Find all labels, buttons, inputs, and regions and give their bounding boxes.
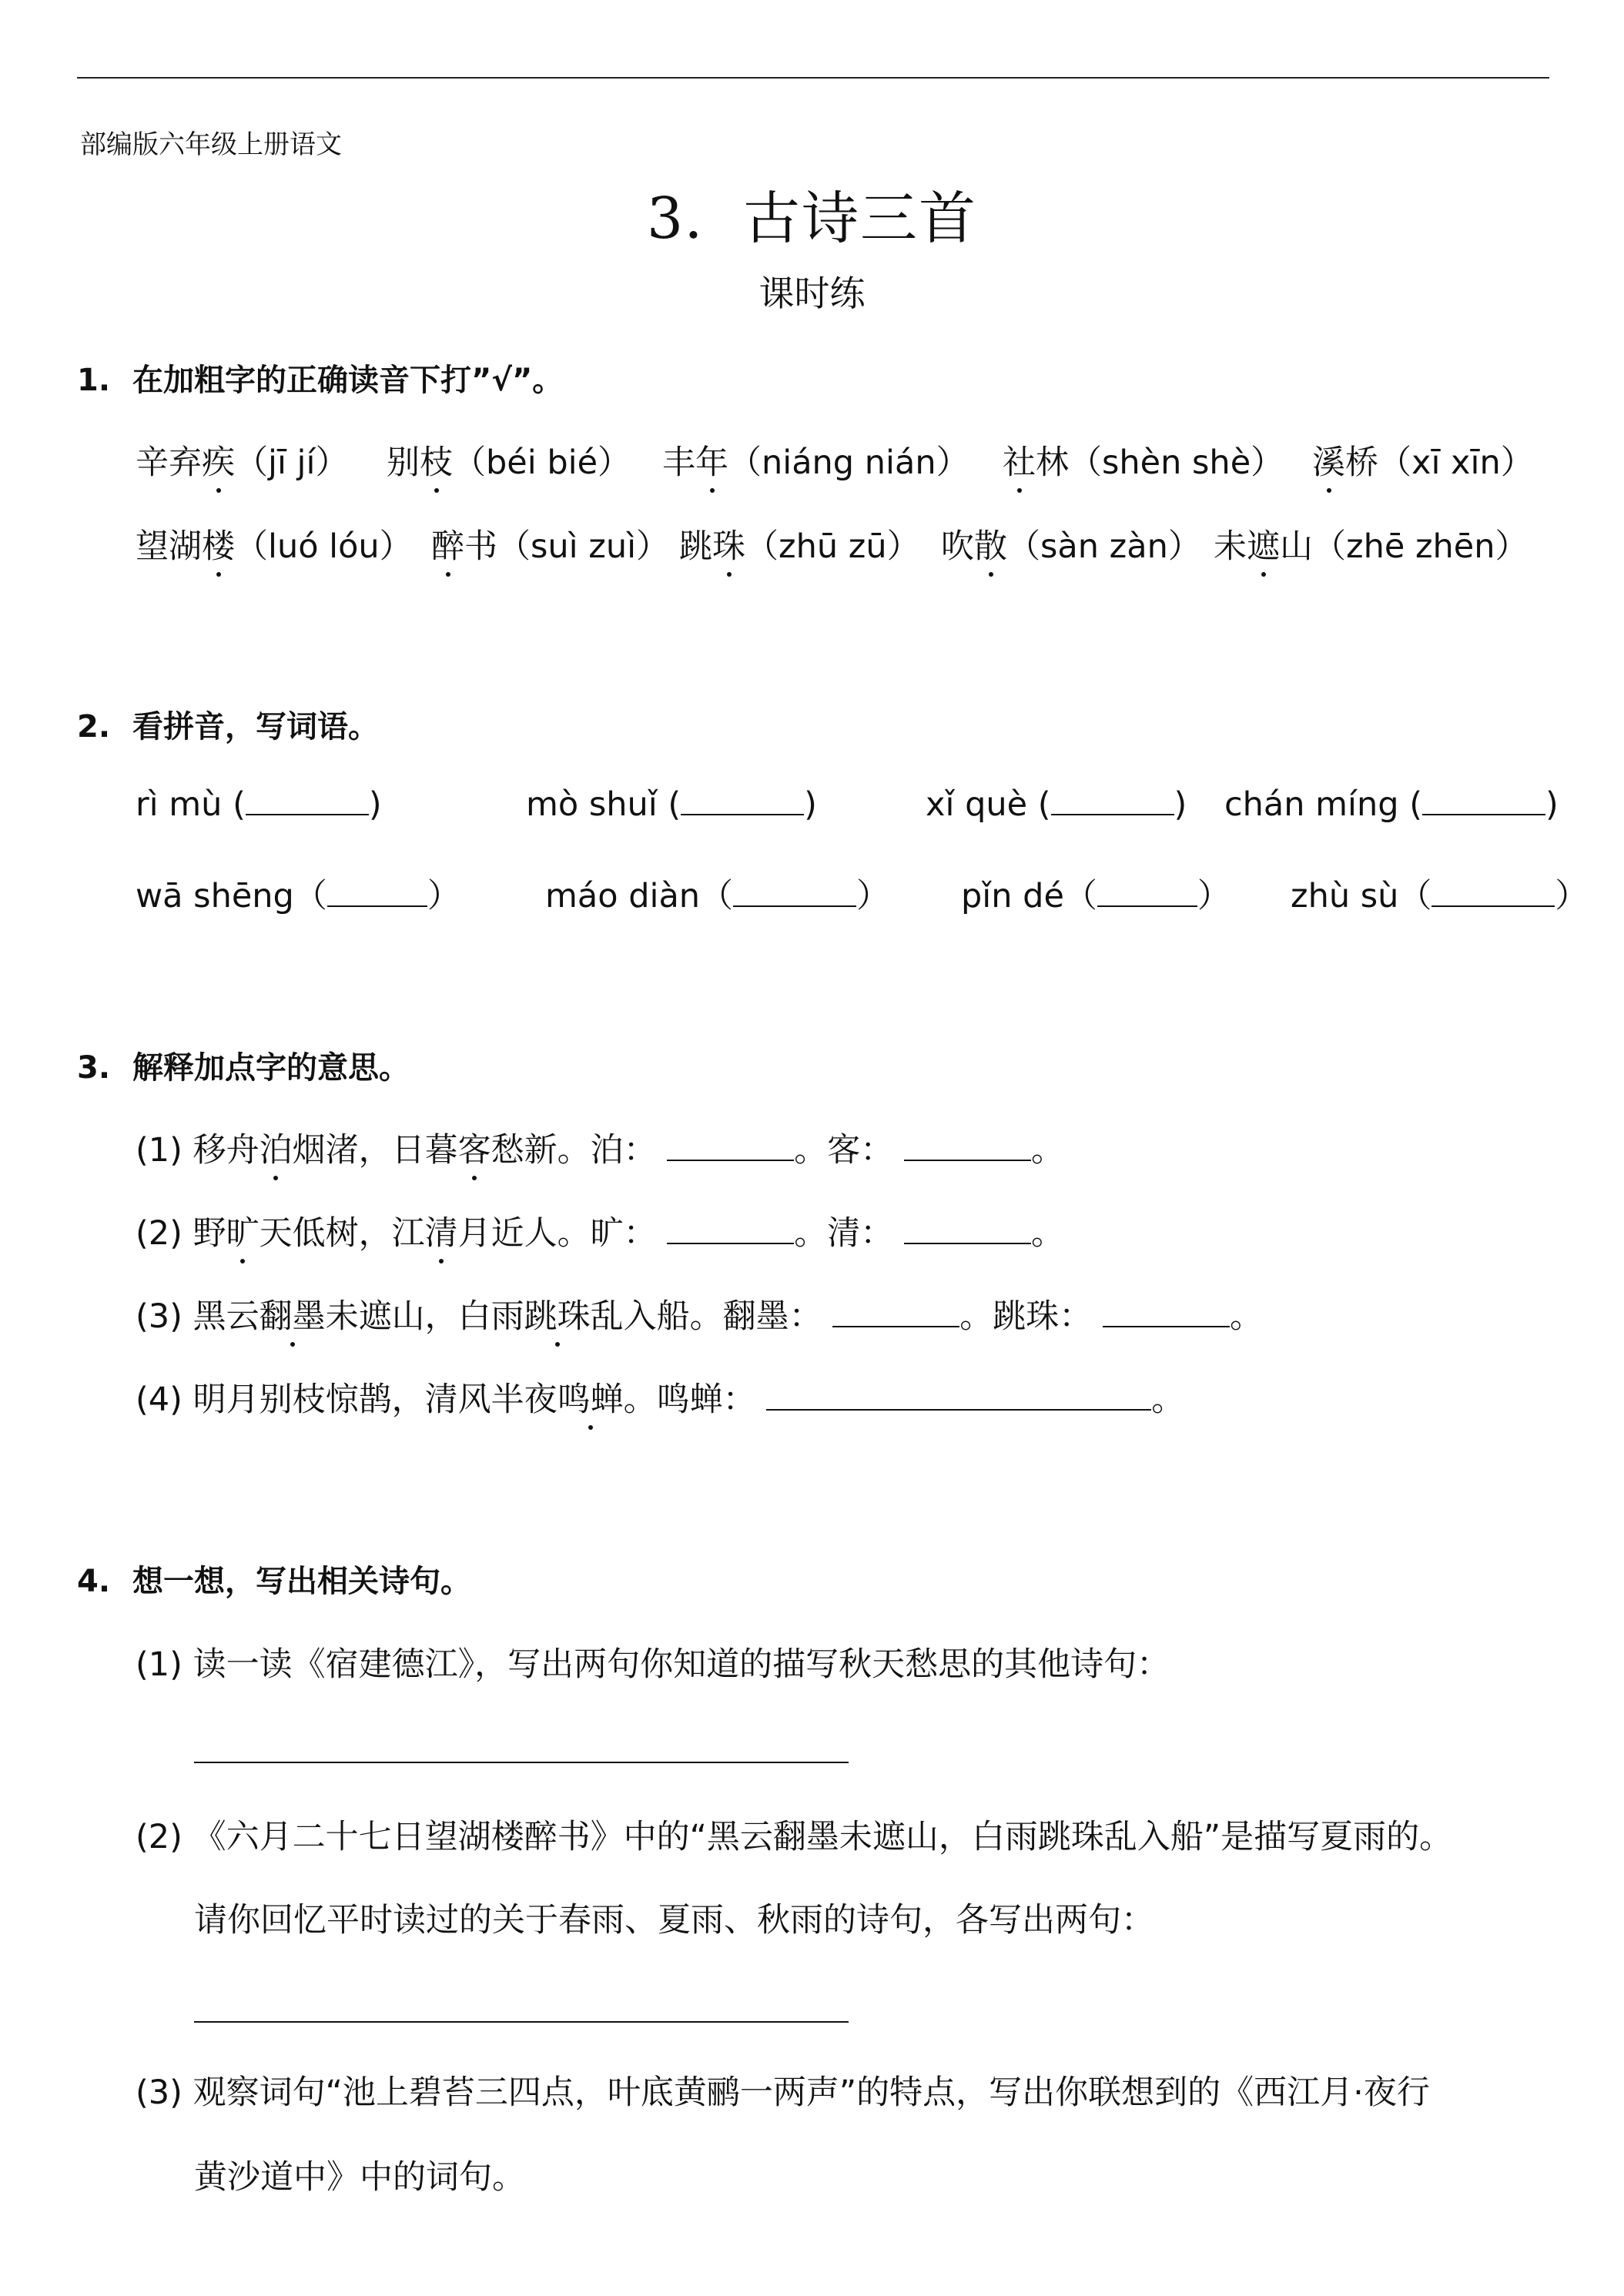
answer-blank[interactable] xyxy=(832,1298,959,1327)
q1-item: 未遮山（zhē zhēn） xyxy=(1214,520,1528,567)
q1-item: 别枝（béi bié） xyxy=(387,437,631,484)
q4-item: (2) 《六月二十七日望湖楼醉书》中的“黑云翻墨未遮山，白雨跳珠乱入船”是描写夏雨的。 xyxy=(136,1818,1453,1856)
q2-prompt: 看拼音，写词语。 xyxy=(132,709,379,745)
q3-item: (1) 移舟泊烟渚，日暮客愁新。泊： 。客： 。 xyxy=(136,1124,1064,1171)
page-subtitle: 课时练 xyxy=(758,273,866,314)
q3-item: (2) 野旷天低树，江清月近人。旷： 。清： 。 xyxy=(136,1207,1064,1254)
q3-item: (3) 黑云翻墨未遮山，白雨跳珠乱入船。翻墨： 。跳珠： 。 xyxy=(136,1290,1263,1337)
q4-number: 4. xyxy=(77,1564,111,1599)
answer-blank[interactable] xyxy=(1051,786,1174,815)
q2-item: rì mù ( ) xyxy=(136,785,382,824)
q2-heading xyxy=(77,702,379,746)
q4-item: (3) 观察词句“池上碧苔三四点，叶底黄鹂一两声”的特点，写出你联想到的《西江月·夜行 xyxy=(136,2073,1430,2112)
answer-blank[interactable] xyxy=(667,1132,794,1161)
answer-blank[interactable] xyxy=(1097,878,1197,907)
q3-heading xyxy=(77,1043,410,1087)
q4-item: (1) 读一读《宿建德江》，写出两句你知道的描写秋天愁思的其他诗句： xyxy=(136,1645,1170,1684)
q1-item: 社林（shèn shè） xyxy=(1003,437,1284,484)
answer-blank[interactable] xyxy=(1103,1298,1230,1327)
q1-item: 跳珠（zhū zū） xyxy=(679,520,920,567)
q1-item: 辛弃疾（jī jí） xyxy=(136,437,348,484)
header-subject: 部编版六年级上册语文 xyxy=(80,129,342,160)
answer-blank[interactable] xyxy=(1422,786,1545,815)
q1-item: 醉书（suì zuì） xyxy=(431,520,669,567)
q2-item: máo diàn（ ） xyxy=(545,877,890,915)
q3-number: 3. xyxy=(77,1050,111,1086)
top-rule xyxy=(77,77,1549,79)
q3-item: (4) 明月别枝惊鹊，清风半夜鸣蝉。鸣蝉： 。 xyxy=(136,1374,1184,1421)
q2-item: xǐ què ( ) xyxy=(926,785,1187,824)
q2-item: mò shuǐ ( ) xyxy=(526,785,817,824)
answer-line[interactable] xyxy=(194,2021,849,2023)
q1-item: 溪桥（xī xīn） xyxy=(1312,437,1534,484)
q3-prompt: 解释加点字的意思。 xyxy=(132,1050,410,1086)
q2-item: pǐn dé（ ） xyxy=(961,877,1231,915)
answer-blank[interactable] xyxy=(327,878,427,907)
answer-blank[interactable] xyxy=(904,1132,1031,1161)
q1-number: 1. xyxy=(77,363,111,398)
answer-blank[interactable] xyxy=(733,878,856,907)
answer-line[interactable] xyxy=(194,1762,849,1763)
answer-blank[interactable] xyxy=(766,1381,1151,1411)
q1-item: 丰年（niáng nián） xyxy=(662,437,969,484)
page-title: 3．古诗三首 xyxy=(646,186,978,252)
answer-blank[interactable] xyxy=(681,786,804,815)
q2-item: chán míng ( ) xyxy=(1224,785,1559,824)
q1-item: 吹散（sàn zàn） xyxy=(941,520,1201,567)
q4-prompt: 想一想，写出相关诗句。 xyxy=(132,1564,471,1599)
q2-item: zhù sù（ ） xyxy=(1291,877,1589,915)
q2-item: wā shēng（ ） xyxy=(136,877,460,915)
answer-blank[interactable] xyxy=(904,1215,1031,1244)
answer-blank[interactable] xyxy=(1431,878,1555,907)
q4-heading xyxy=(77,1557,471,1601)
q1-prompt: 在加粗字的正确读音下打”√”。 xyxy=(132,363,564,398)
answer-blank[interactable] xyxy=(246,786,369,815)
q4-item-continued: 请你回忆平时读过的关于春雨、夏雨、秋雨的诗句，各写出两句： xyxy=(194,1901,1154,1940)
q1-heading xyxy=(77,356,563,400)
q2-number: 2. xyxy=(77,709,111,745)
q1-item: 望湖楼（luó lóu） xyxy=(136,520,413,567)
q4-item-continued: 黄沙道中》中的词句。 xyxy=(194,2158,525,2197)
answer-blank[interactable] xyxy=(667,1215,794,1244)
